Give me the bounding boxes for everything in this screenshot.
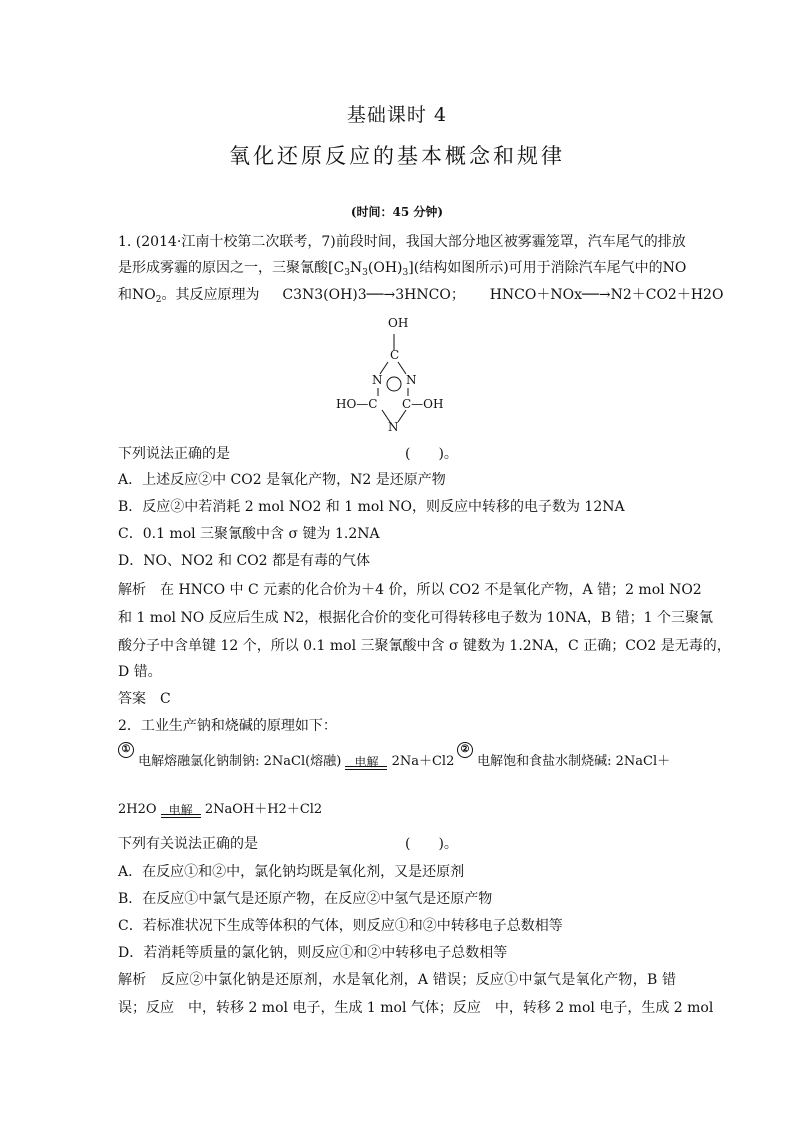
- q1-analysis-4: D 错。: [118, 664, 162, 680]
- q2-reaction-2-cont: 2H2O 电解 2NaOH＋H2＋Cl2: [118, 802, 323, 817]
- q1-answer: 答案 C: [118, 691, 171, 707]
- q1-analysis-3: 酸分子中含单键 12 个，所以 0.1 mol 三聚氰酸中含 σ 键数为 1.2NA，C 正确；CO2 是无毒的，: [118, 638, 731, 654]
- reaction-2: HNCO＋NOx──→N2＋CO2＋H2O: [489, 287, 724, 303]
- q2-option-b: B．在反应①中氯气是还原产物，在反应②中氢气是还原产物: [118, 891, 493, 907]
- q2-analysis-1: 解析 反应②中氯化钠是还原剂，水是氧化剂，A 错误；反应①中氯气是氧化产物，B 错: [118, 972, 676, 988]
- q1-analysis-2: 和 1 mol NO 反应后生成 N2，根据化合价的变化可得转移电子数为 10NA，B 错；1 个三聚氰: [118, 610, 713, 626]
- q2-analysis-2: 误；反应 中，转移 2 mol 电子，生成 1 mol 气体；反应 中，转移 2 mol 电子，生成 2 mol: [118, 1000, 714, 1016]
- q1-line-1: 1. (2014·江南十校第二次联考，7)前段时间，我国大部分地区被雾霾笼罩，汽车尾气的排放: [118, 234, 686, 250]
- q1-analysis-1: 解析 在 HNCO 中 C 元素的化合价为＋4 价，所以 CO2 不是氧化产物，A 错；2 mol NO2: [118, 582, 702, 598]
- cyanuric-acid-structure: OH C N N HO—C C—OH N: [336, 316, 444, 434]
- page-subtitle: 氧化还原反应的基本概念和规律: [229, 144, 565, 168]
- q2-option-a: A．在反应①和②中，氯化钠均既是氧化剂，又是还原剂: [118, 864, 465, 880]
- q1-option-a: A．上述反应②中 CO2 是氧化产物，N2 是还原产物: [118, 472, 446, 488]
- page-title: 基础课时 4: [346, 104, 448, 126]
- q2-option-d: D．若消耗等质量的氯化钠，则反应①和②中转移电子总数相等: [118, 945, 508, 961]
- circle-1-label: ①: [118, 742, 134, 758]
- q2-reaction-1: ① 电解熔融氯化钠制钠: 2NaCl(熔融) 电解 2Na＋Cl2: [118, 740, 454, 760]
- q2-intro: 2．工业生产钠和烧碱的原理如下：: [118, 718, 337, 734]
- q1-stem: 下列说法正确的是: [118, 446, 230, 462]
- q2-answer-paren: ( )。: [405, 836, 458, 852]
- q1-line-3: 和$NO_2$。其反应原理为 C3N3(OH)3──→3HNCO； HNCO＋NOx──→N2＋CO2＋H2O: [118, 287, 724, 305]
- time-note: (时间：45 分钟): [350, 205, 444, 219]
- q2-reaction-2: ② 电解饱和食盐水制烧碱: 2NaCl＋: [457, 740, 670, 760]
- q1-option-b: B．反应②中若消耗 2 mol NO2 和 1 mol NO，则反应中转移的电子数为 12NA: [118, 499, 625, 515]
- q1-option-d: D．NO、NO2 和 CO2 都是有毒的气体: [118, 553, 371, 569]
- q1-answer-paren: ( )。: [405, 446, 458, 462]
- q2-option-c: C．若标准状况下生成等体积的气体，则反应①和②中转移电子总数相等: [118, 918, 563, 934]
- q1-option-c: C．0.1 mol 三聚氰酸中含 σ 键为 1.2NA: [118, 526, 380, 542]
- reaction-1: C3N3(OH)3──→3HNCO；: [282, 287, 465, 303]
- circle-2-label: ②: [457, 742, 473, 758]
- q2-stem: 下列有关说法正确的是: [118, 836, 258, 852]
- q1-line-2: 是形成雾霾的原因之一，三聚氰酸$[C_3N_3(OH)_3]$(结构如图所示)可用于消除汽车尾气中的NO: [118, 260, 687, 278]
